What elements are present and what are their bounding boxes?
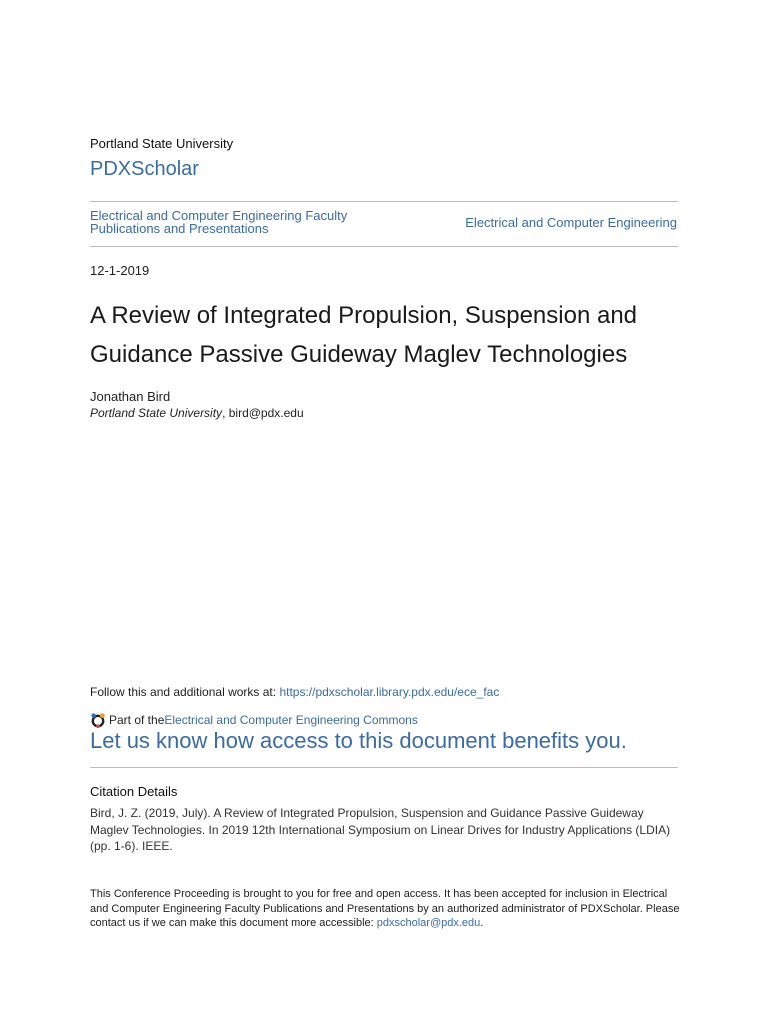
author-email: , bird@pdx.edu: [222, 406, 304, 420]
part-of-line: [90, 712, 418, 728]
citation-body: Bird, J. Z. (2019, July). A Review of Integrated Propulsion, Suspension and Guidance Passive Guideway Maglev Technologies. In 2019 12th International Symposium on Linear Drives for Industry Applications (LDIA) (pp. 1-6). IEEE.: [90, 806, 671, 853]
bepress-network-icon: [90, 712, 106, 728]
citation-heading: Citation Details: [90, 784, 178, 799]
follow-text: Follow this and additional works at:: [90, 685, 280, 699]
university-name: Portland State University: [90, 136, 234, 151]
access-statement-end: .: [480, 917, 484, 929]
commons-link[interactable]: Electrical and Computer Engineering Commons: [164, 713, 418, 727]
affiliation-name: Portland State University: [90, 406, 223, 420]
part-of-text: Part of the: [109, 713, 165, 727]
publication-date: 12-1-2019: [90, 263, 150, 278]
article-title: A Review of Integrated Propulsion, Suspension and Guidance Passive Guideway Maglev Technologies: [90, 302, 638, 368]
feedback-link[interactable]: Let us know how access to this document benefits you.: [90, 728, 627, 753]
access-statement-text: This Conference Proceeding is brought to you for free and open access. It has been accepted for inclusion in Electrical and Computer Engineering Faculty Publications and Presentations by an authorized administrator of PDXScholar. Please contact us if we can make this document more accessible:: [90, 888, 680, 929]
access-statement: [90, 887, 680, 931]
author-name: Jonathan Bird: [90, 389, 171, 404]
contact-email-link[interactable]: pdxscholar@pdx.edu: [376, 917, 481, 929]
divider-citation: [90, 767, 678, 768]
collection-link[interactable]: Electrical and Computer Engineering Faculty Publications and Presentations: [90, 208, 348, 236]
divider-top: [90, 201, 678, 202]
follow-line: [90, 685, 499, 699]
author-affiliation: [90, 406, 304, 420]
repository-link[interactable]: PDXScholar: [90, 158, 199, 180]
collection-url-link[interactable]: https://pdxscholar.library.pdx.edu/ece_fac: [279, 685, 500, 699]
divider-bottom: [90, 246, 678, 247]
department-link[interactable]: Electrical and Computer Engineering: [465, 215, 677, 230]
